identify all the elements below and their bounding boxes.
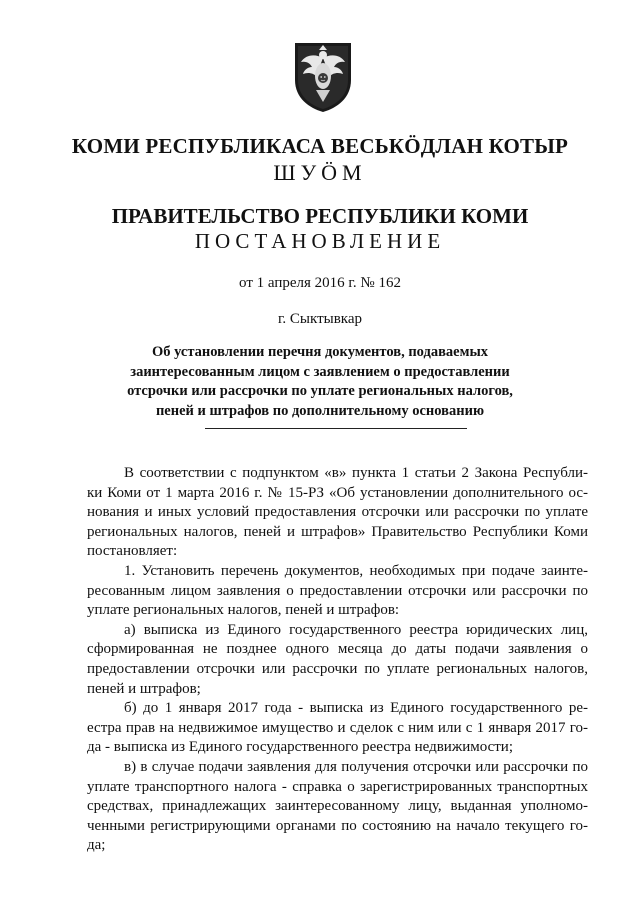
title-line: заинтересованным лицом с заявлением о предоставлении: [130, 363, 510, 380]
body-line: в) в случае подачи заявления для получения отсрочки или рассрочки по: [124, 758, 588, 775]
body-line: естра прав на недвижимое имущество и сделок с ним или с 1 января 2017 го-: [87, 719, 588, 736]
document-date-number: от 1 апреля 2016 г. № 162: [239, 275, 401, 291]
body-line: средствах, принадлежащих заинтересованному лицу, выданная уполномо-: [87, 798, 588, 815]
body-line: постановляет:: [87, 543, 178, 560]
title-divider: [205, 428, 467, 429]
document-body: [87, 464, 588, 856]
body-line: предоставлении отсрочки или рассрочки по уплате региональных налогов,: [87, 660, 588, 677]
body-line: ченными регистрирующими органами по состоянию на начало текущего го-: [87, 817, 588, 834]
title-line: пеней и штрафов по дополнительному основанию: [155, 402, 485, 419]
komi-document-type: ШУӦМ: [273, 160, 367, 185]
document-type: ПОСТАНОВЛЕНИЕ: [194, 229, 446, 253]
document-city: г. Сыктывкар: [277, 311, 363, 327]
coat-of-arms-emblem: [292, 40, 354, 114]
body-line: б) до 1 января 2017 года - выписка из Единого государственного ре-: [124, 700, 588, 717]
body-line: региональных налогов, пеней и штрафов» Правительство Республики Коми: [87, 523, 588, 540]
komi-government-title: КОМИ РЕСПУБЛИКАСА ВЕСЬКӦДЛАН КОТЫР: [71, 134, 569, 158]
document-title: [110, 343, 530, 421]
title-line: Об установлении перечня документов, подаваемых: [151, 344, 489, 360]
body-line: а) выписка из Единого государственного реестра юридических лиц,: [124, 621, 588, 638]
body-line: да - выписка из Единого государственного реестра недвижимости;: [87, 739, 513, 756]
body-line: уплате транспортного налога - справка о зарегистрированных транспортных: [87, 778, 588, 795]
body-line: нования и иных условий предоставления отсрочки или рассрочки по уплате: [87, 504, 588, 521]
body-line: пеней и штрафов;: [87, 680, 201, 697]
body-line: В соответствии с подпунктом «в» пункта 1 статьи 2 Закона Республи-: [124, 465, 588, 481]
body-line: да;: [87, 837, 106, 854]
body-line: ресованным лицом заявления о предоставлении отсрочки или рассрочки по: [87, 582, 588, 599]
title-line: отсрочки или рассрочки по уплате региональных налогов,: [127, 383, 513, 399]
body-line: уплате региональных налогов, пеней и штрафов:: [87, 602, 400, 619]
body-line: сформированная не позднее одного месяца до даты подачи заявления о: [87, 641, 588, 658]
body-line: 1. Установить перечень документов, необходимых при подаче заинте-: [124, 562, 588, 579]
government-title: ПРАВИТЕЛЬСТВО РЕСПУБЛИКИ КОМИ: [111, 204, 529, 228]
body-line: ки Коми от 1 марта 2016 г. № 15-РЗ «Об установлении дополнительного ос-: [87, 484, 588, 501]
